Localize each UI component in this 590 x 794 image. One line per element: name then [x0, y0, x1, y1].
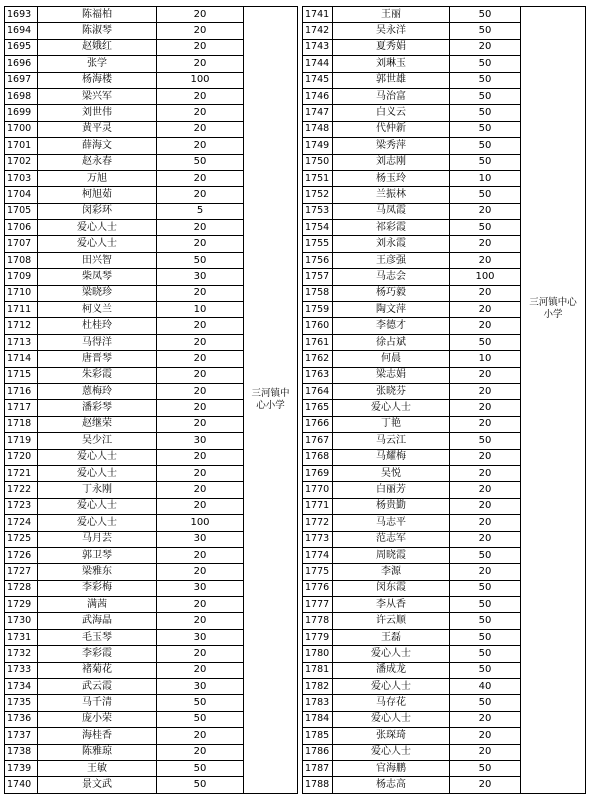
- donor-name: 杨贵勤: [333, 498, 450, 514]
- table-row: [5, 7, 298, 23]
- row-number: 1777: [303, 597, 333, 613]
- donation-amount: 20: [450, 482, 521, 498]
- donor-name: 郭世雄: [333, 72, 450, 88]
- donor-name: 田兴智: [38, 252, 157, 268]
- row-number: 1768: [303, 449, 333, 465]
- donation-amount: 20: [157, 334, 244, 350]
- donation-amount: 50: [450, 433, 521, 449]
- donor-name: 范志军: [333, 531, 450, 547]
- donation-amount: 50: [157, 711, 244, 727]
- row-number: 1716: [5, 383, 38, 399]
- donor-name: 闵彩环: [38, 203, 157, 219]
- row-number: 1753: [303, 203, 333, 219]
- row-number: 1705: [5, 203, 38, 219]
- row-number: 1779: [303, 629, 333, 645]
- row-number: 1693: [5, 7, 38, 23]
- right-donation-table: [302, 6, 585, 791]
- row-number: 1776: [303, 580, 333, 596]
- row-number: 1711: [5, 302, 38, 318]
- donor-name: 爱心人士: [38, 465, 157, 481]
- donation-amount: 20: [450, 416, 521, 432]
- donation-amount: 5: [157, 203, 244, 219]
- donation-amount: 20: [157, 170, 244, 186]
- row-number: 1774: [303, 547, 333, 563]
- row-number: 1726: [5, 547, 38, 563]
- row-number: 1758: [303, 285, 333, 301]
- donor-name: 爱心人士: [333, 679, 450, 695]
- donor-name: 唐晋琴: [38, 351, 157, 367]
- row-number: 1704: [5, 187, 38, 203]
- donation-amount: 20: [157, 728, 244, 744]
- row-number: 1710: [5, 285, 38, 301]
- donation-amount: 20: [450, 367, 521, 383]
- donation-amount: 30: [157, 433, 244, 449]
- donor-name: 黄平灵: [38, 121, 157, 137]
- donation-amount: 20: [157, 482, 244, 498]
- donor-name: 庞小荣: [38, 711, 157, 727]
- row-number: 1762: [303, 351, 333, 367]
- row-number: 1749: [303, 138, 333, 154]
- donor-name: 李德才: [333, 318, 450, 334]
- donor-name: 马得洋: [38, 334, 157, 350]
- donor-name: 潘成龙: [333, 662, 450, 678]
- donation-amount: 30: [157, 269, 244, 285]
- donation-amount: 50: [450, 580, 521, 596]
- row-number: 1733: [5, 662, 38, 678]
- row-number: 1715: [5, 367, 38, 383]
- donation-amount: 50: [450, 138, 521, 154]
- donation-amount: 50: [450, 597, 521, 613]
- donor-name: 梁志娟: [333, 367, 450, 383]
- donation-amount: 20: [157, 121, 244, 137]
- donor-name: 王磊: [333, 629, 450, 645]
- donor-name: 梁兴军: [38, 88, 157, 104]
- donor-name: 梁雅东: [38, 564, 157, 580]
- donor-name: 张学: [38, 56, 157, 72]
- donation-amount: 50: [157, 777, 244, 793]
- donation-amount: 20: [157, 39, 244, 55]
- row-number: 1718: [5, 416, 38, 432]
- donor-name: 武海晶: [38, 613, 157, 629]
- donation-amount: 10: [450, 170, 521, 186]
- donor-name: 武云霞: [38, 679, 157, 695]
- donation-amount: 50: [450, 646, 521, 662]
- donation-amount: 20: [450, 515, 521, 531]
- row-number: 1694: [5, 23, 38, 39]
- row-number: 1745: [303, 72, 333, 88]
- donation-amount: 50: [157, 695, 244, 711]
- donation-amount: 20: [157, 449, 244, 465]
- row-number: 1754: [303, 220, 333, 236]
- row-number: 1725: [5, 531, 38, 547]
- row-number: 1772: [303, 515, 333, 531]
- donor-name: 王丽: [333, 7, 450, 23]
- donor-name: 朱彩霞: [38, 367, 157, 383]
- donor-name: 赵永春: [38, 154, 157, 170]
- donation-amount: 100: [157, 515, 244, 531]
- donor-name: 刘永霞: [333, 236, 450, 252]
- right-table-body: [303, 7, 586, 794]
- donation-amount: 20: [450, 777, 521, 793]
- donor-name: 蒽梅玲: [38, 383, 157, 399]
- donation-amount: 10: [450, 351, 521, 367]
- donation-amount: 50: [157, 154, 244, 170]
- donation-amount: 20: [157, 88, 244, 104]
- row-number: 1764: [303, 383, 333, 399]
- row-number: 1763: [303, 367, 333, 383]
- row-number: 1696: [5, 56, 38, 72]
- row-number: 1706: [5, 220, 38, 236]
- donation-amount: 100: [450, 269, 521, 285]
- row-number: 1744: [303, 56, 333, 72]
- row-number: 1731: [5, 629, 38, 645]
- donation-amount: 20: [157, 498, 244, 514]
- donor-name: 万旭: [38, 170, 157, 186]
- row-number: 1757: [303, 269, 333, 285]
- donation-amount: 50: [450, 662, 521, 678]
- row-number: 1752: [303, 187, 333, 203]
- row-number: 1770: [303, 482, 333, 498]
- donation-amount: 50: [450, 72, 521, 88]
- donation-amount: 50: [450, 56, 521, 72]
- donor-name: 李源: [333, 564, 450, 580]
- donor-name: 郭卫琴: [38, 547, 157, 563]
- donor-name: 王敏: [38, 760, 157, 776]
- donation-amount: 20: [157, 187, 244, 203]
- donor-name: 李从香: [333, 597, 450, 613]
- donation-amount: 20: [157, 383, 244, 399]
- donor-name: 白义云: [333, 105, 450, 121]
- donation-amount: 20: [450, 383, 521, 399]
- row-number: 1760: [303, 318, 333, 334]
- donation-amount: 30: [157, 629, 244, 645]
- row-number: 1739: [5, 760, 38, 776]
- donation-amount: 50: [450, 334, 521, 350]
- row-number: 1746: [303, 88, 333, 104]
- donor-name: 毛玉琴: [38, 629, 157, 645]
- row-number: 1720: [5, 449, 38, 465]
- row-number: 1712: [5, 318, 38, 334]
- school-name-cell: 三河镇中心小学: [521, 7, 586, 794]
- donation-amount: 20: [450, 728, 521, 744]
- row-number: 1751: [303, 170, 333, 186]
- donor-name: 爱心人士: [333, 744, 450, 760]
- donor-name: 海桂香: [38, 728, 157, 744]
- row-number: 1707: [5, 236, 38, 252]
- donation-amount: 20: [450, 252, 521, 268]
- row-number: 1721: [5, 465, 38, 481]
- donor-name: 丁艳: [333, 416, 450, 432]
- donation-amount: 20: [157, 105, 244, 121]
- donor-name: 马云江: [333, 433, 450, 449]
- donor-name: 爱心人士: [333, 646, 450, 662]
- row-number: 1743: [303, 39, 333, 55]
- donation-amount: 20: [450, 744, 521, 760]
- row-number: 1769: [303, 465, 333, 481]
- donation-amount: 20: [450, 236, 521, 252]
- donor-name: 陈雅琼: [38, 744, 157, 760]
- donation-amount: 50: [450, 613, 521, 629]
- row-number: 1765: [303, 400, 333, 416]
- donor-name: 赵继荣: [38, 416, 157, 432]
- donation-amount: 50: [450, 760, 521, 776]
- donation-amount: 20: [157, 744, 244, 760]
- donor-name: 梁秀萍: [333, 138, 450, 154]
- row-number: 1723: [5, 498, 38, 514]
- donation-amount: 20: [450, 285, 521, 301]
- donor-name: 爱心人士: [38, 220, 157, 236]
- donation-amount: 20: [157, 646, 244, 662]
- row-number: 1766: [303, 416, 333, 432]
- donation-amount: 20: [157, 236, 244, 252]
- row-number: 1755: [303, 236, 333, 252]
- donor-name: 李彩霞: [38, 646, 157, 662]
- donation-amount: 30: [157, 679, 244, 695]
- donation-amount: 20: [450, 203, 521, 219]
- donation-amount: 20: [157, 318, 244, 334]
- left-donation-table: [4, 6, 297, 791]
- row-number: 1740: [5, 777, 38, 793]
- table-row: [303, 7, 586, 23]
- donation-amount: 20: [450, 498, 521, 514]
- donor-name: 爱心人士: [333, 400, 450, 416]
- row-number: 1714: [5, 351, 38, 367]
- donor-name: 刘志刚: [333, 154, 450, 170]
- row-number: 1780: [303, 646, 333, 662]
- donor-name: 代仲新: [333, 121, 450, 137]
- row-number: 1773: [303, 531, 333, 547]
- donation-amount: 50: [450, 187, 521, 203]
- row-number: 1729: [5, 597, 38, 613]
- donation-amount: 30: [157, 580, 244, 596]
- row-number: 1786: [303, 744, 333, 760]
- donation-amount: 100: [157, 72, 244, 88]
- donor-name: 杨志高: [333, 777, 450, 793]
- donation-amount: 20: [157, 220, 244, 236]
- donor-name: 杨玉玲: [333, 170, 450, 186]
- donor-name: 爱心人士: [38, 236, 157, 252]
- donation-amount: 20: [450, 711, 521, 727]
- donor-name: 爱心人士: [38, 515, 157, 531]
- donation-amount: 20: [157, 285, 244, 301]
- row-number: 1750: [303, 154, 333, 170]
- row-number: 1699: [5, 105, 38, 121]
- donor-name: 白丽芳: [333, 482, 450, 498]
- donation-amount: 20: [157, 465, 244, 481]
- row-number: 1788: [303, 777, 333, 793]
- donor-name: 杨巧毅: [333, 285, 450, 301]
- donor-name: 马治富: [333, 88, 450, 104]
- row-number: 1784: [303, 711, 333, 727]
- row-number: 1747: [303, 105, 333, 121]
- donation-amount: 50: [450, 629, 521, 645]
- donation-amount: 50: [450, 121, 521, 137]
- donor-name: 夏秀娟: [333, 39, 450, 55]
- donor-name: 爱心人士: [38, 498, 157, 514]
- row-number: 1703: [5, 170, 38, 186]
- donor-name: 陈福柏: [38, 7, 157, 23]
- row-number: 1787: [303, 760, 333, 776]
- donation-amount: 50: [450, 547, 521, 563]
- donor-name: 吴少江: [38, 433, 157, 449]
- row-number: 1748: [303, 121, 333, 137]
- donor-name: 杜桂玲: [38, 318, 157, 334]
- row-number: 1728: [5, 580, 38, 596]
- row-number: 1741: [303, 7, 333, 23]
- row-number: 1767: [303, 433, 333, 449]
- row-number: 1735: [5, 695, 38, 711]
- donor-name: 闵东霞: [333, 580, 450, 596]
- donation-amount: 20: [157, 351, 244, 367]
- row-number: 1742: [303, 23, 333, 39]
- donation-amount: 50: [450, 23, 521, 39]
- row-number: 1778: [303, 613, 333, 629]
- donation-amount: 50: [450, 695, 521, 711]
- row-number: 1698: [5, 88, 38, 104]
- donation-amount: 20: [157, 597, 244, 613]
- donor-name: 王彦强: [333, 252, 450, 268]
- donation-amount: 20: [157, 613, 244, 629]
- row-number: 1737: [5, 728, 38, 744]
- row-number: 1719: [5, 433, 38, 449]
- donor-name: 周晓霞: [333, 547, 450, 563]
- donor-name: 景文武: [38, 777, 157, 793]
- row-number: 1736: [5, 711, 38, 727]
- row-number: 1782: [303, 679, 333, 695]
- donor-name: 马志平: [333, 515, 450, 531]
- row-number: 1722: [5, 482, 38, 498]
- row-number: 1761: [303, 334, 333, 350]
- row-number: 1775: [303, 564, 333, 580]
- donor-name: 兰振林: [333, 187, 450, 203]
- donation-amount: 50: [450, 88, 521, 104]
- donor-name: 潘彩琴: [38, 400, 157, 416]
- donation-amount: 20: [450, 564, 521, 580]
- donor-name: 李彩梅: [38, 580, 157, 596]
- donation-amount: 20: [450, 400, 521, 416]
- donor-name: 祁彩霞: [333, 220, 450, 236]
- donation-amount: 20: [450, 449, 521, 465]
- donation-amount: 20: [157, 547, 244, 563]
- row-number: 1732: [5, 646, 38, 662]
- donor-name: 满茜: [38, 597, 157, 613]
- donation-amount: 50: [450, 154, 521, 170]
- donation-amount: 20: [157, 416, 244, 432]
- donor-name: 马月芸: [38, 531, 157, 547]
- donation-amount: 40: [450, 679, 521, 695]
- donation-amount: 20: [450, 318, 521, 334]
- donor-name: 何晨: [333, 351, 450, 367]
- row-number: 1713: [5, 334, 38, 350]
- donor-name: 柴凤琴: [38, 269, 157, 285]
- donation-amount: 20: [157, 662, 244, 678]
- donor-name: 张琛琦: [333, 728, 450, 744]
- donation-amount: 20: [157, 564, 244, 580]
- donor-name: 陈淑琴: [38, 23, 157, 39]
- row-number: 1785: [303, 728, 333, 744]
- left-table-body: [5, 7, 298, 794]
- row-number: 1697: [5, 72, 38, 88]
- row-number: 1734: [5, 679, 38, 695]
- donation-amount: 20: [450, 302, 521, 318]
- row-number: 1738: [5, 744, 38, 760]
- donation-amount: 50: [450, 105, 521, 121]
- donor-name: 丁永刚: [38, 482, 157, 498]
- row-number: 1727: [5, 564, 38, 580]
- row-number: 1781: [303, 662, 333, 678]
- row-number: 1783: [303, 695, 333, 711]
- donor-name: 爱心人士: [38, 449, 157, 465]
- row-number: 1709: [5, 269, 38, 285]
- donation-amount: 20: [157, 23, 244, 39]
- donor-name: 赵娥红: [38, 39, 157, 55]
- donor-name: 马存花: [333, 695, 450, 711]
- row-number: 1702: [5, 154, 38, 170]
- donation-amount: 20: [450, 39, 521, 55]
- donor-name: 柯义兰: [38, 302, 157, 318]
- donor-name: 吴悦: [333, 465, 450, 481]
- donor-name: 褚菊花: [38, 662, 157, 678]
- donation-amount: 50: [450, 7, 521, 23]
- donation-amount: 20: [450, 465, 521, 481]
- row-number: 1724: [5, 515, 38, 531]
- donor-name: 马耀梅: [333, 449, 450, 465]
- donation-amount: 50: [450, 220, 521, 236]
- donor-name: 许云顺: [333, 613, 450, 629]
- donor-name: 陶文萍: [333, 302, 450, 318]
- donor-name: 刘琳玉: [333, 56, 450, 72]
- donor-name: 徐占斌: [333, 334, 450, 350]
- donor-name: 马千清: [38, 695, 157, 711]
- donation-amount: 30: [157, 531, 244, 547]
- donation-amount: 20: [157, 400, 244, 416]
- donation-amount: 50: [157, 760, 244, 776]
- row-number: 1700: [5, 121, 38, 137]
- row-number: 1717: [5, 400, 38, 416]
- donation-amount: 20: [157, 7, 244, 23]
- row-number: 1771: [303, 498, 333, 514]
- donor-name: 杨海楼: [38, 72, 157, 88]
- donor-name: 爱心人士: [333, 711, 450, 727]
- row-number: 1756: [303, 252, 333, 268]
- donation-amount: 20: [157, 56, 244, 72]
- school-name-cell: 三河镇中心小学: [244, 7, 298, 794]
- row-number: 1759: [303, 302, 333, 318]
- row-number: 1730: [5, 613, 38, 629]
- donor-name: 马志会: [333, 269, 450, 285]
- donor-name: 马凤霞: [333, 203, 450, 219]
- donor-name: 张晓芬: [333, 383, 450, 399]
- row-number: 1701: [5, 138, 38, 154]
- donor-name: 柯旭茹: [38, 187, 157, 203]
- donation-amount: 10: [157, 302, 244, 318]
- row-number: 1708: [5, 252, 38, 268]
- donation-amount: 50: [157, 252, 244, 268]
- donation-amount: 20: [450, 531, 521, 547]
- donor-name: 吴永洋: [333, 23, 450, 39]
- donation-amount: 20: [157, 367, 244, 383]
- row-number: 1695: [5, 39, 38, 55]
- donor-name: 薛海文: [38, 138, 157, 154]
- donor-name: 官海鹏: [333, 760, 450, 776]
- donor-name: 刘世伟: [38, 105, 157, 121]
- donation-amount: 20: [157, 138, 244, 154]
- donor-name: 梁晓珍: [38, 285, 157, 301]
